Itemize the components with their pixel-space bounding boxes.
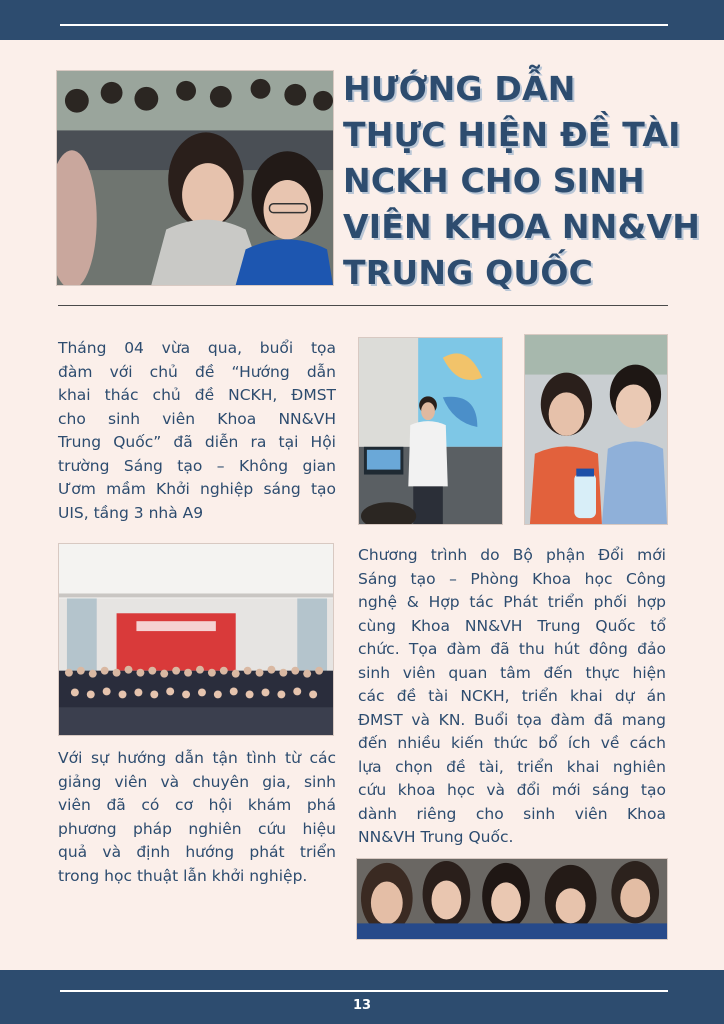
photo-students-audience <box>56 70 334 286</box>
text-line: Sáng tạo – Phòng Khoa học Công <box>358 569 666 588</box>
text-line: Tháng 04 vừa qua, buổi tọa <box>58 339 336 357</box>
title-divider-rule <box>58 305 668 306</box>
text-line: chức. Tọa đàm đã thu hút đông đảo <box>358 640 666 658</box>
text-line: quả và định hướng phát triển <box>58 843 336 861</box>
intro-paragraph <box>58 337 336 525</box>
text-line: cho sinh viên Khoa NN&VH <box>58 409 336 428</box>
text-line: sinh viên quan tâm đến thực hiện <box>358 663 666 682</box>
photo-students-closeup <box>356 858 668 940</box>
text-line: trường Sáng tạo – Không gian <box>58 456 336 475</box>
text-line: giảng viên và chuyên gia, sinh <box>58 772 336 791</box>
text-line: lựa chọn đề tài, triển khai nghiên <box>358 757 666 776</box>
text-line: Với sự hướng dẫn tận tình từ các <box>58 749 336 767</box>
page-title <box>343 66 715 296</box>
text-line: ĐMST và KN. Buổi tọa đàm đã mang <box>358 710 666 729</box>
header-divider-line <box>60 24 668 26</box>
footer-divider-line <box>60 990 668 992</box>
text-line: cùng Khoa NN&VH Trung Quốc tổ <box>358 616 666 635</box>
text-line: dành riêng cho sinh viên Khoa <box>358 804 666 823</box>
title-line: HƯỚNG DẪN <box>343 69 576 108</box>
guidance-paragraph <box>58 747 336 888</box>
text-line: nghệ & Hợp tác Phát triển phối hợp <box>358 593 666 611</box>
title-line: NCKH CHO SINH <box>343 161 645 200</box>
text-line: viên đã có cơ hội khám phá <box>58 796 336 814</box>
text-line: Trung Quốc” đã diễn ra tại Hội <box>58 433 336 451</box>
text-line: cứu khoa học và đổi mới sáng tạo <box>358 781 666 799</box>
text-line: UIS, tầng 3 nhà A9 <box>58 503 204 522</box>
title-line: THỰC HIỆN ĐỀ TÀI <box>343 115 681 154</box>
text-line: đàm với chủ đề “Hướng dẫn <box>58 362 336 381</box>
page-number: 13 <box>352 998 372 1013</box>
photo-lecturers <box>524 334 668 525</box>
text-line: trong học thuật lẫn khởi nghiệp. <box>58 866 308 885</box>
text-line: Ươm mầm Khởi nghiệp sáng tạo <box>58 480 336 498</box>
text-line: đến nhiều kiến thức bổ ích về cách <box>358 734 666 752</box>
text-line: NN&VH Trung Quốc. <box>358 828 514 846</box>
program-paragraph <box>358 544 666 850</box>
text-line: phương pháp nghiên cứu hiệu <box>58 819 336 838</box>
title-line: VIÊN KHOA NN&VH <box>343 207 701 246</box>
text-line: các đề tài NCKH, triển khai dự án <box>358 687 666 705</box>
top-header-band <box>0 0 724 40</box>
photo-speaker <box>358 337 503 525</box>
bottom-footer-band <box>0 970 724 1024</box>
text-line: khai thác chủ đề NCKH, ĐMST <box>58 386 336 404</box>
text-line: Chương trình do Bộ phận Đổi mới <box>358 546 666 564</box>
photo-group <box>58 543 334 736</box>
title-line: TRUNG QUỐC <box>343 253 594 292</box>
